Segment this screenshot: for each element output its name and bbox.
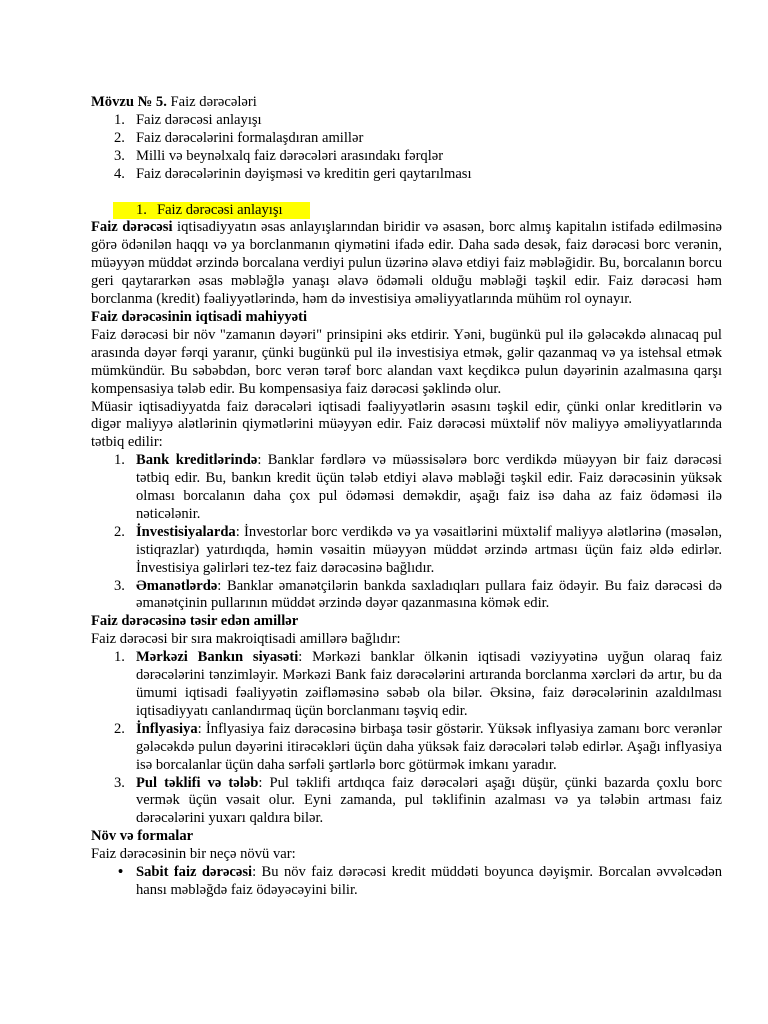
outline-item-number: 3. [114, 147, 125, 164]
list-item-text: : İnflyasiya faiz dərəcəsinə birbaşa təsir göstərir. Yüksək inflyasiya zamanı borc verənlər gələcəkdə pulun dəyərini itirəcəkləri üçün daha yüksək faiz dərəcələri tələb edirlər. Aşağı inflyasiya isə borcalanlar üçün daha sərfəli şərtlərlə borc götürmək imkanı yaradır. [136, 720, 722, 773]
list-item-text: : Mərkəzi banklar ölkənin iqtisadi vəziyyətinə uyğun olaraq faiz dərəcələrini tənzimləyir. Mərkəzi Bank faiz dərəcələrini artıranda borclanma xərcləri də artır, bu da ümumi iqtisadi fəaliyyətin zəifləməsinə səbəb ola bilər. Əksinə, faiz dərəcələrinin azaldılması iqtisadiyyatı canlandırmaq üçün borclanmanı təşviq edir. [136, 649, 722, 719]
types-list [91, 864, 722, 900]
list-item-text: : Pul təklifi artdıqca faiz dərəcələri aşağı düşür, çünki bazarda çoxlu borc vermək üçün vəsait olur. Eyni zamanda, pul təklifinin azalması və ya tələbin artması faiz dərəcələrini yuxarı qaldıra bilər. [136, 774, 722, 827]
outline-item-number: 4. [114, 165, 125, 182]
outline-item-text: Milli və beynəlxalq faiz dərəcələri arasındakı fərqlər [136, 147, 444, 164]
factors-list-item [91, 649, 722, 721]
section-title: Faiz dərəcəsi anlayışı [156, 201, 283, 218]
types-list-item [91, 864, 722, 900]
document-page [91, 94, 722, 900]
factors-heading: Faiz dərəcəsinə təsir edən amillər [91, 613, 299, 630]
list-item-text: : Banklar əmanətçilərin bankda saxladıqları pullara faiz ödəyir. Bu faiz dərəcəsi də əmanətçinin pullarının müddət ərzində dəyər qazanmasına kömək edir. [136, 577, 722, 612]
essence-list-item [91, 524, 722, 578]
outline-item [91, 148, 722, 166]
section-heading-highlight [113, 202, 310, 220]
list-item-number: 1. [114, 649, 125, 666]
document-title [91, 94, 722, 112]
factors-list-item [91, 775, 722, 829]
list-item-term: Pul təklifi və tələb [136, 774, 259, 791]
list-item-term: Mərkəzi Bankın siyasəti [136, 649, 299, 666]
essence-paragraph-1: Faiz dərəcəsi bir növ "zamanın dəyəri" prinsipini əks etdirir. Yəni, bugünkü pul ilə gələcəkdə alınacaq pul arasında dəyər fərqi yaranır, çünki bugünkü pul ilə investisiya etmək, gəlir qazanmaq və ya istehsal etmək mümkündür. Bu səbəbdən, borc verən tərəf borc alandan vaxt keçdikcə pulun dəyərinin azalmasına qarşı kompensasiya tələb edir. Bu kompensasiya faiz dərəcəsi şəklində olur. [91, 326, 722, 397]
essence-list [91, 452, 722, 613]
list-item-term: Bank kreditlərində [136, 452, 258, 469]
outline-list [91, 112, 722, 184]
title-prefix: Mövzu № 5. [91, 94, 167, 110]
list-item-term: İnvestisiyalarda [136, 523, 236, 540]
factors-paragraph: Faiz dərəcəsi bir sıra makroiqtisadi amillərə bağlıdır: [91, 631, 401, 648]
bullet-icon: • [118, 864, 124, 881]
factors-list-item [91, 721, 722, 775]
title-text: Faiz dərəcələri [166, 94, 257, 110]
outline-item [91, 130, 722, 148]
outline-item-number: 1. [114, 111, 125, 128]
list-item-number: 3. [114, 577, 125, 594]
types-heading: Növ və formalar [91, 828, 194, 845]
list-item-text: : Banklar fərdlərə və müəssisələrə borc verdikdə müəyyən bir faiz dərəcəsi tətbiq edir. Bu, bankın kredit üçün tələb etdiyi əlavə məbləği təşkil edir. Faiz dərəcəsinin yüksək olması borcalanın daha çox pul ödəməsi deməkdir, aşağı faiz isə daha az faiz ödəməsi ilə nəticələnir. [136, 452, 722, 522]
outline-item [91, 166, 722, 184]
section-number: 1. [136, 201, 147, 218]
outline-item [91, 112, 722, 130]
list-item-number: 3. [114, 774, 125, 791]
list-item-number: 1. [114, 452, 125, 469]
list-item-text: : İnvestorlar borc verdikdə və ya vəsaitlərini müxtəlif maliyyə alətlərinə (məsələn, istiqrazlar) yatırdıqda, həmin vəsaitin müəyyən müddət ərzində artması üçün faiz əldə edirlər. İnvestisiya gəlirləri tez-tez faiz dərəcəsinə bağlıdır. [136, 523, 722, 576]
list-item-number: 2. [114, 523, 125, 540]
factors-list [91, 649, 722, 828]
intro-text: iqtisadiyyatın əsas anlayışlarından biridir və əsasən, borc almış kapitalın istifadə edilməsinə görə ödənilən haqqı və ya borclanmanın qiymətini ifadə edir. Daha sadə desək, faiz dərəcəsi borc verənin, müəyyən müddət ərzində borcalana verdiyi pulun üzərinə əlavə etdiyi faiz məbləğidir. Bu, borcalanın borcu geri qaytararkən əsas məbləğlə yanaşı əlavə ödəməli olduğu məbləği təşkil edir. Faiz dərəcəsi həm borclanma (kredit) fəaliyyətlərində, həm də investisiya əməliyyatlarında mühüm rol oynayır. [91, 219, 722, 308]
essence-heading: Faiz dərəcəsinin iqtisadi mahiyyəti [91, 308, 308, 325]
types-paragraph: Faiz dərəcəsinin bir neçə növü var: [91, 846, 296, 863]
intro-term: Faiz dərəcəsi [91, 219, 173, 236]
essence-paragraph-2: Müasir iqtisadiyyatda faiz dərəcələri iqtisadi fəaliyyətlərin əsasını təşkil edir, çünki onlar kreditlərin və digər maliyyə alətlərinin qiymətlərini müəyyən edir. Faiz dərəcəsi müxtəlif növ maliyyə əməliyyatlarında tətbiq edilir: [91, 398, 722, 451]
intro-paragraph [91, 219, 722, 309]
list-item-text: : Bu növ faiz dərəcəsi kredit müddəti boyunca dəyişmir. Borcalan əvvəlcədən hansı məbləğdə faiz ödəyəcəyini bilir. [136, 864, 723, 898]
list-item-term: Sabit faiz dərəcəsi [136, 864, 253, 881]
essence-list-item [91, 452, 722, 524]
list-item-term: İnflyasiya [136, 720, 198, 737]
outline-item-text: Faiz dərəcələrini formalaşdıran amillər [136, 129, 364, 146]
essence-list-item [91, 578, 722, 614]
list-item-number: 2. [114, 720, 125, 737]
outline-item-text: Faiz dərəcəsi anlayışı [136, 111, 262, 128]
list-item-term: Əmanətlərdə [136, 577, 218, 594]
outline-item-text: Faiz dərəcələrinin dəyişməsi və kreditin geri qaytarılması [136, 165, 472, 182]
outline-item-number: 2. [114, 129, 125, 146]
section-heading [91, 202, 722, 220]
